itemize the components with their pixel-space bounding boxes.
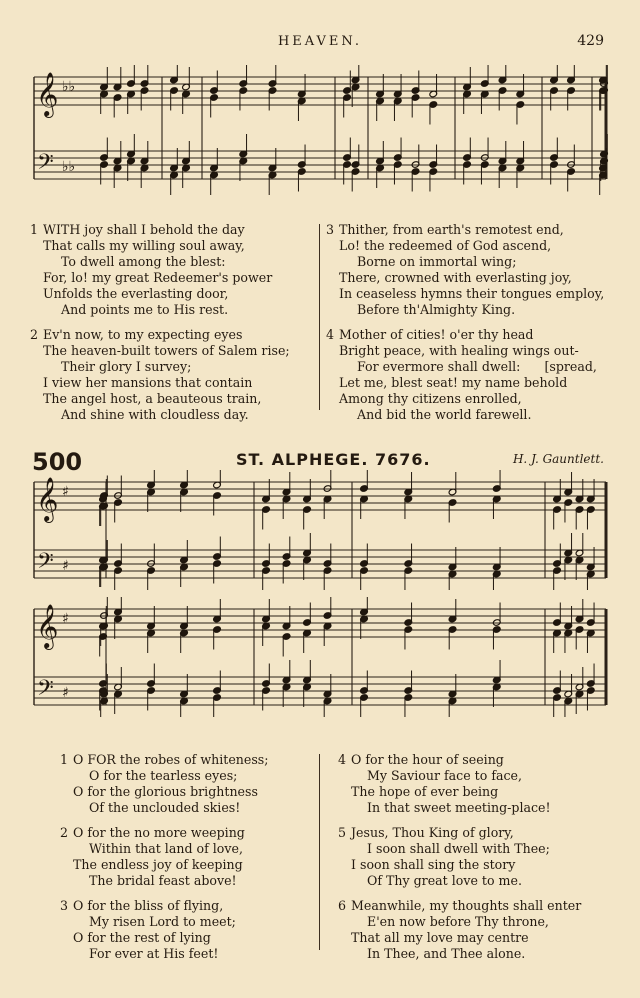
verse-line (338, 825, 581, 841)
verse-line: The bridal feast above! (89, 873, 237, 888)
verse-number: 3 (326, 222, 335, 237)
verse-line-text: Thither, from earth's remotest end, (339, 222, 564, 237)
running-head: HEAVEN. (277, 34, 363, 49)
verse-line: In that sweet meeting-place! (367, 800, 551, 815)
verse-line: In ceaseless hymns their tongues employ, (339, 286, 605, 301)
verse-line: The heaven-built towers of Salem rise; (43, 343, 290, 358)
verse-line: I view her mansions that contain (43, 375, 253, 390)
verse-2 (30, 327, 290, 423)
verse-line (338, 898, 581, 914)
verse-line: O for the glorious brightness (73, 784, 258, 799)
verse-line: O for the rest of lying (73, 930, 211, 945)
verse-line: For, lo! my great Redeemer's power (43, 270, 273, 285)
key-signature: ♭♭ (62, 159, 76, 175)
verse-line: That calls my willing soul away, (43, 238, 245, 253)
verse-1 (30, 222, 290, 318)
key-signature: ♯ (62, 558, 69, 574)
verse-number: 3 (60, 898, 69, 913)
verse-number: 2 (30, 327, 39, 342)
verse-line: The endless joy of keeping (73, 857, 243, 872)
key-signature: ♯ (62, 611, 69, 627)
verse-line (30, 222, 290, 238)
verse-3 (60, 898, 269, 962)
verse-line: My Saviour face to face, (367, 768, 523, 783)
verse-line: Of Thy great love to me. (367, 873, 522, 888)
hymn-499-verses-left (30, 222, 290, 432)
bass-clef: 𝄢 (37, 676, 54, 706)
verse-4 (326, 327, 604, 423)
verse-line-text: O FOR the robes of whiteness; (73, 752, 269, 767)
verse-3 (326, 222, 604, 318)
verse-line-text: Jesus, Thou King of glory, (351, 825, 514, 840)
verse-line-text: Meanwhile, my thoughts shall enter (351, 898, 582, 913)
key-signature: ♭♭ (62, 79, 76, 95)
verse-line: In Thee, and Thee alone. (367, 946, 526, 961)
treble-clef: 𝄞 (36, 604, 59, 648)
verse-line: That all my love may centre (351, 930, 529, 945)
verse-line: To dwell among the blest: (61, 254, 226, 269)
verse-line: I soon shall sing the story (351, 857, 516, 872)
verse-line (60, 752, 269, 768)
verse-line (326, 222, 604, 238)
page-number: 429 (577, 33, 604, 49)
verse-line (60, 898, 269, 914)
verse-line: E'en now before Thy throne, (367, 914, 549, 929)
verse-line-text: Mother of cities! o'er thy head (339, 327, 534, 342)
bass-clef: 𝄢 (37, 549, 54, 579)
key-signature: ♯ (62, 484, 69, 500)
tune-name: ST. ALPHEGE. 7676. (236, 450, 431, 469)
column-divider (319, 224, 320, 410)
column-divider-500 (319, 754, 320, 950)
verse-line: And shine with cloudless day. (61, 407, 249, 422)
treble-clef: 𝄞 (36, 72, 59, 116)
verse-number: 6 (338, 898, 347, 913)
verse-line: Within that land of love, (89, 841, 243, 856)
hymn-499-verses-right (326, 222, 604, 432)
hymn-500-verses-left (60, 752, 269, 971)
verse-number: 4 (326, 327, 335, 342)
treble-clef: 𝄞 (36, 477, 59, 521)
verse-5 (338, 825, 581, 889)
verse-line: And points me to His rest. (61, 302, 229, 317)
verse-line: My risen Lord to meet; (89, 914, 236, 929)
verse-line: For evermore shall dwell: [spread, (357, 359, 597, 374)
verse-line: Bright peace, with healing wings out- (339, 343, 579, 358)
verse-2 (60, 825, 269, 889)
verse-6 (338, 898, 581, 962)
bass-clef: 𝄢 (37, 150, 54, 180)
verse-line-text: WITH joy shall I behold the day (43, 222, 245, 237)
key-signature: ♯ (62, 685, 69, 701)
verse-line: O for the tearless eyes; (89, 768, 238, 783)
verse-number: 1 (30, 222, 39, 237)
verse-4 (338, 752, 581, 816)
verse-line: Lo! the redeemed of God ascend, (339, 238, 552, 253)
verse-line (326, 327, 604, 343)
verse-line: There, crowned with everlasting joy, (339, 270, 572, 285)
verse-line: Unfolds the everlasting door, (43, 286, 229, 301)
verse-line: Borne on immortal wing; (357, 254, 517, 269)
verse-line: Their glory I survey; (61, 359, 192, 374)
verse-number: 2 (60, 825, 69, 840)
hymn-number: 500 (32, 448, 83, 476)
verse-number: 1 (60, 752, 69, 767)
composer-name: H. J. Gauntlett. (512, 452, 604, 466)
verse-line-text: O for the no more weeping (73, 825, 245, 840)
verse-line: Of the unclouded skies! (89, 800, 241, 815)
verse-line: The hope of ever being (351, 784, 499, 799)
verse-line: I soon shall dwell with Thee; (367, 841, 550, 856)
music-system-hymn-500-a (0, 470, 640, 590)
verse-line (30, 327, 290, 343)
verse-line: Among thy citizens enrolled, (339, 391, 522, 406)
verse-number: 5 (338, 825, 347, 840)
verse-line: Let me, blest seat! my name behold (339, 375, 568, 390)
verse-1 (60, 752, 269, 816)
verse-line: The angel host, a beauteous train, (43, 391, 262, 406)
verse-line-text: O for the hour of seeing (351, 752, 504, 767)
hymn-500-verses-right (338, 752, 581, 971)
verse-line-text: Ev'n now, to my expecting eyes (43, 327, 243, 342)
verse-line: For ever at His feet! (89, 946, 219, 961)
verse-line-text: O for the bliss of flying, (73, 898, 224, 913)
verse-line: And bid the world farewell. (357, 407, 532, 422)
verse-line (60, 825, 269, 841)
verse-line (338, 752, 581, 768)
music-system-hymn-500-b (0, 597, 640, 717)
verse-line: Before th'Almighty King. (357, 302, 516, 317)
verse-number: 4 (338, 752, 347, 767)
